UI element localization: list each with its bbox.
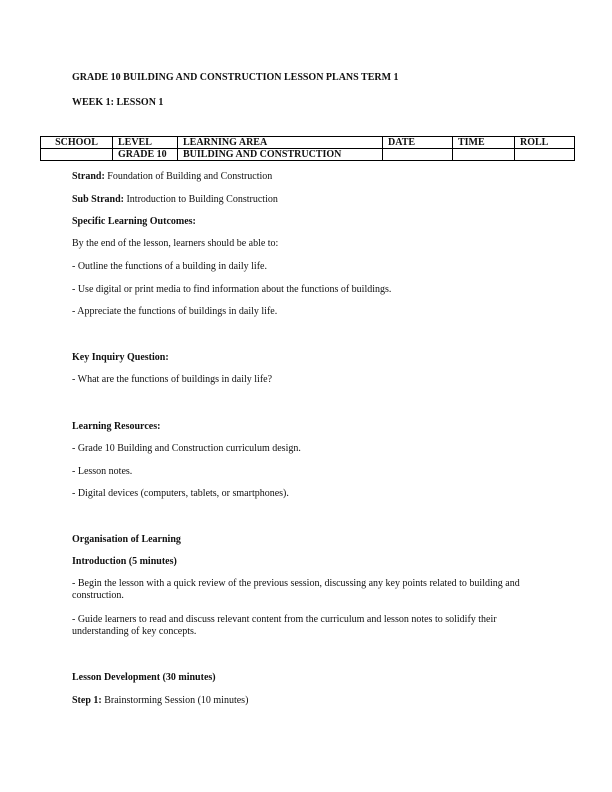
header-date: DATE (383, 137, 453, 149)
resources-heading: Learning Resources: (72, 421, 161, 432)
lesson-info-table (40, 136, 575, 161)
development-heading: Lesson Development (30 minutes) (72, 672, 216, 683)
header-level: LEVEL (113, 137, 178, 149)
header-roll: ROLL (515, 137, 575, 149)
week-lesson-heading: WEEK 1: LESSON 1 (72, 97, 164, 108)
cell-level: GRADE 10 (113, 149, 178, 161)
outcomes-intro: By the end of the lesson, learners should be able to: (72, 238, 279, 249)
list-item: - Guide learners to read and discuss relevant content from the curriculum and lesson notes to solidify their understanding of key concepts. (72, 614, 497, 637)
list-item: - Use digital or print media to find information about the functions of buildings. (72, 284, 392, 295)
list-item: - Grade 10 Building and Construction curriculum design. (72, 443, 301, 454)
strand-label: Strand: (72, 171, 105, 182)
list-item: - Appreciate the functions of buildings in daily life. (72, 306, 278, 317)
step-1-line (72, 695, 248, 707)
cell-school (41, 149, 113, 161)
list-item: - Digital devices (computers, tablets, or smartphones). (72, 488, 289, 499)
table-row (41, 149, 575, 161)
cell-roll (515, 149, 575, 161)
strand-value: Foundation of Building and Construction (104, 171, 273, 182)
introduction-heading: Introduction (5 minutes) (72, 556, 177, 567)
outcomes-heading: Specific Learning Outcomes: (72, 216, 196, 227)
header-learning-area: LEARNING AREA (178, 137, 383, 149)
list-item: - Outline the functions of a building in daily life. (72, 261, 267, 272)
list-item: - Begin the lesson with a quick review of the previous session, discussing any key points related to building and construction. (72, 578, 520, 601)
step-1-value: Brainstorming Session (10 minutes) (101, 695, 249, 706)
list-item: - What are the functions of buildings in daily life? (72, 374, 273, 385)
cell-learning-area: BUILDING AND CONSTRUCTION (178, 149, 383, 161)
cell-time (453, 149, 515, 161)
sub-strand-line (72, 194, 278, 206)
list-item: - Lesson notes. (72, 466, 133, 477)
cell-date (383, 149, 453, 161)
table-header-row (41, 137, 575, 149)
document-title: GRADE 10 BUILDING AND CONSTRUCTION LESSON PLANS TERM 1 (72, 72, 399, 83)
inquiry-heading: Key Inquiry Question: (72, 352, 169, 363)
step-1-label: Step 1: (72, 695, 102, 706)
organisation-heading: Organisation of Learning (72, 534, 181, 545)
header-school: SCHOOL (41, 137, 113, 149)
sub-strand-value: Introduction to Building Construction (123, 194, 278, 205)
strand-line (72, 171, 272, 183)
header-time: TIME (453, 137, 515, 149)
sub-strand-label: Sub Strand: (72, 194, 124, 205)
